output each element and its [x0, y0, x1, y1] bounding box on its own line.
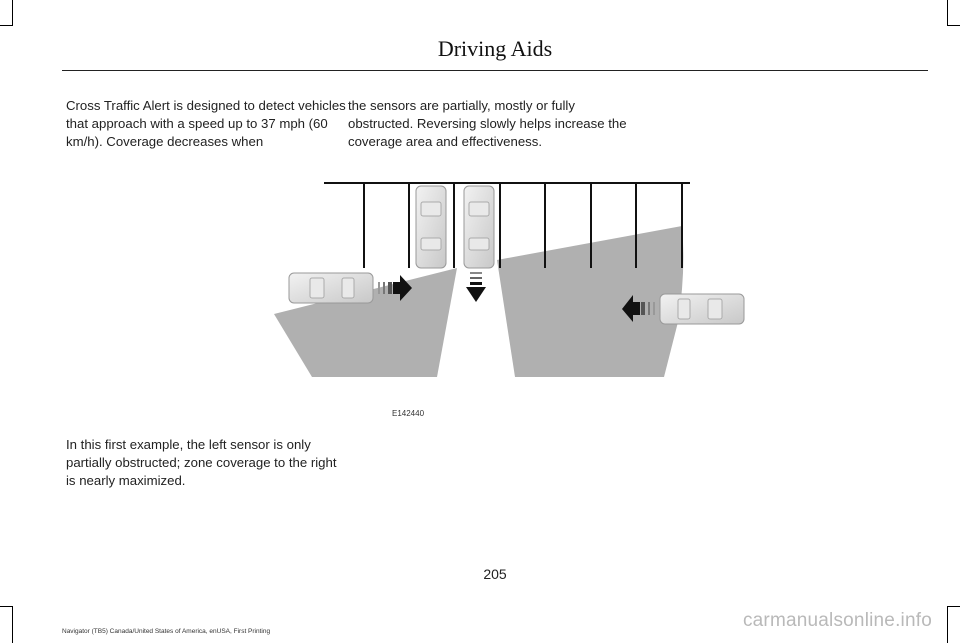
body-paragraph: the sensors are partially, mostly or fully obstructed. Reversing slowly helps increase the coverage area and effectiveness. — [348, 98, 627, 149]
crop-mark — [12, 0, 13, 26]
crop-mark — [0, 25, 13, 26]
parked-car — [416, 186, 446, 268]
body-paragraph: Cross Traffic Alert is designed to detect vehicles that approach with a speed up to 37 mph (60 km/h). Coverage decreases when — [66, 98, 346, 149]
crop-mark — [12, 606, 13, 643]
approaching-car-right — [660, 294, 744, 324]
figure-code: E142440 — [392, 409, 425, 418]
cross-traffic-alert-illustration — [272, 172, 752, 387]
crop-mark — [947, 606, 960, 607]
section-title: Driving Aids — [437, 36, 553, 61]
crop-mark — [947, 0, 948, 26]
footer-text: Navigator (TB5) Canada/United States of America, enUSA, First Printing — [62, 628, 271, 635]
crop-mark — [947, 606, 948, 643]
reverse-arrow-icon — [466, 272, 486, 302]
reversing-car — [464, 186, 494, 268]
header-divider — [62, 70, 928, 71]
approaching-car-left — [289, 273, 373, 303]
body-paragraph: In this first example, the left sensor is only partially obstructed; zone coverage to the right is nearly maximized. — [66, 437, 337, 488]
watermark: carmanualsonline.info — [742, 610, 932, 631]
page-number: 205 — [483, 566, 507, 582]
crop-mark — [0, 606, 13, 607]
crop-mark — [947, 25, 960, 26]
